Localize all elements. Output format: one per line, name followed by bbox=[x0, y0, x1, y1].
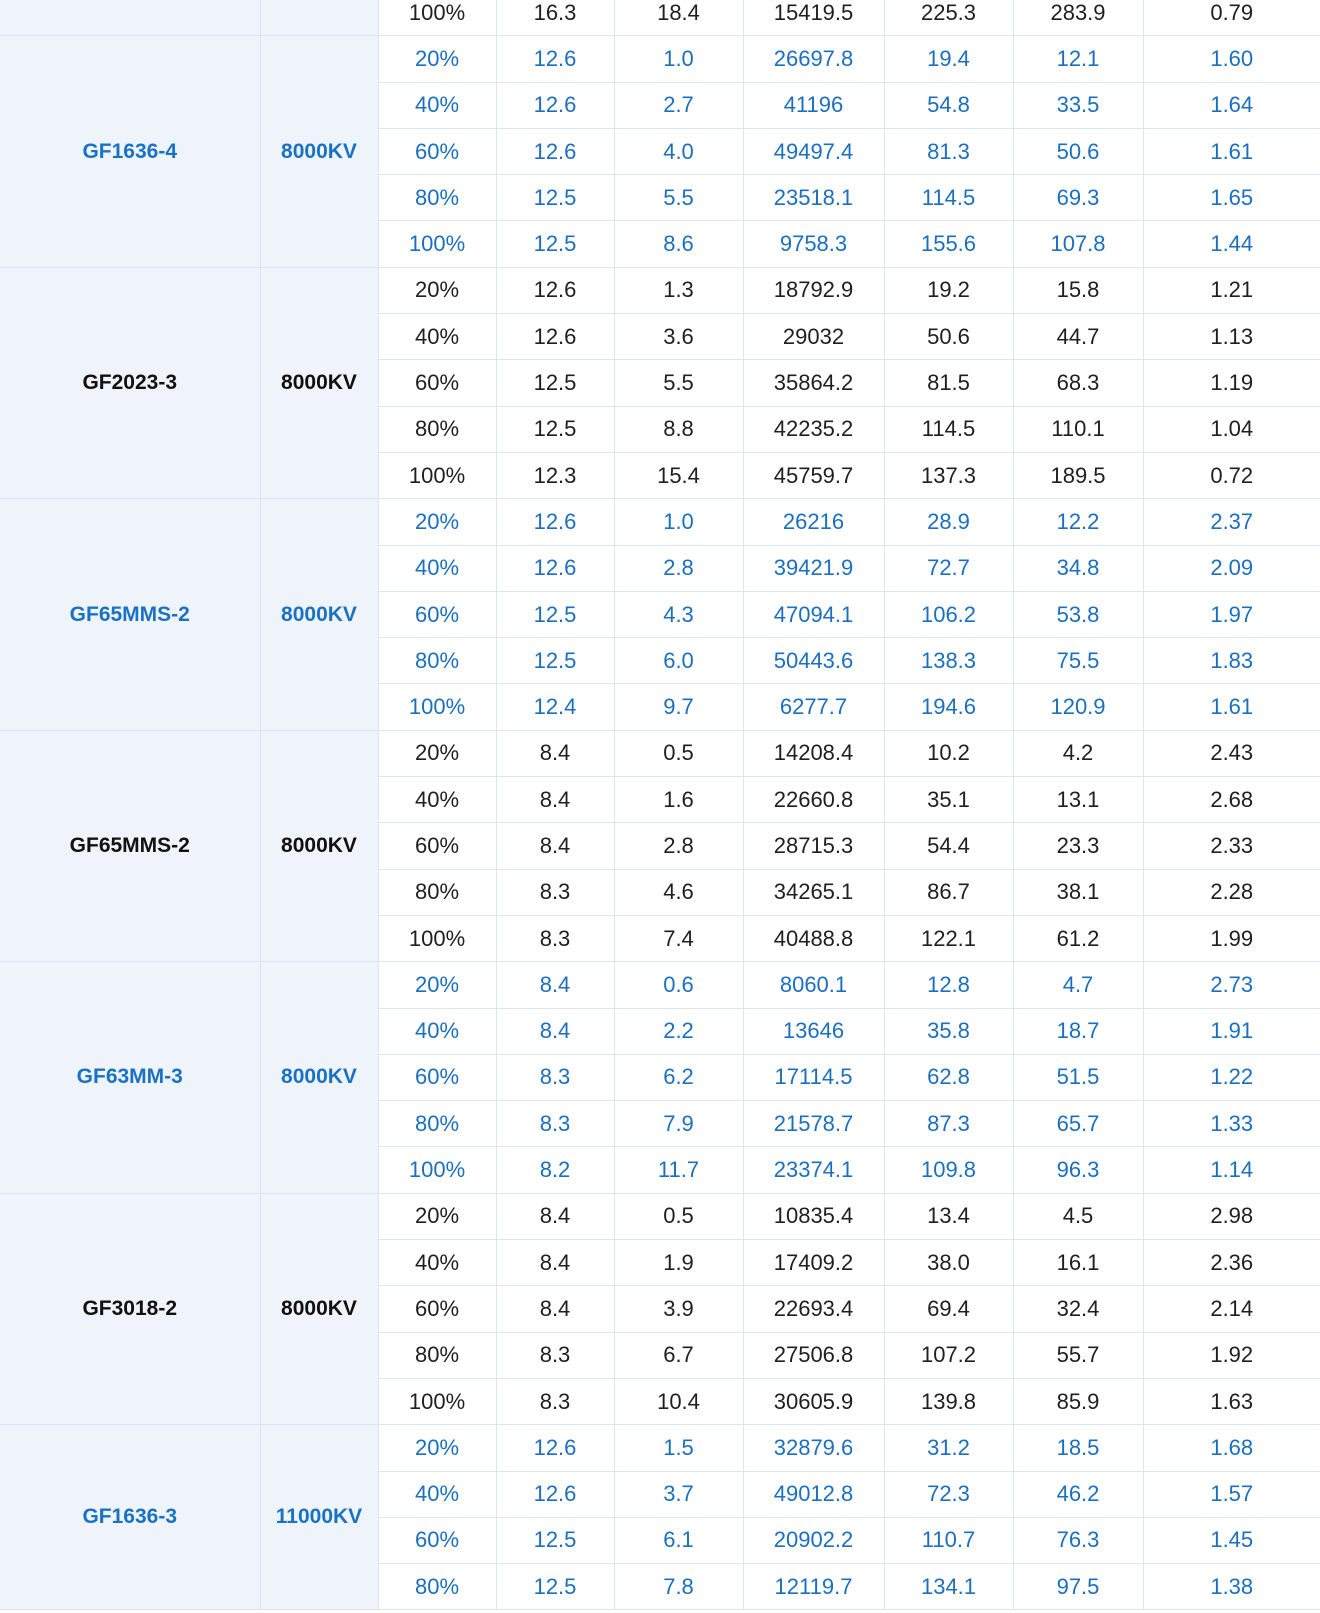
thrust-cell: 28.9 bbox=[884, 499, 1013, 545]
throttle-cell: 20% bbox=[378, 730, 496, 776]
efficiency-cell: 2.09 bbox=[1143, 545, 1320, 591]
thrust-cell: 107.2 bbox=[884, 1332, 1013, 1378]
rpm-cell: 30605.9 bbox=[743, 1378, 884, 1424]
rpm-cell: 29032 bbox=[743, 314, 884, 360]
current-cell: 0.5 bbox=[614, 730, 743, 776]
thrust-cell: 12.8 bbox=[884, 962, 1013, 1008]
rpm-cell: 42235.2 bbox=[743, 406, 884, 452]
model-cell-previous bbox=[0, 0, 260, 36]
rpm-cell: 41196 bbox=[743, 82, 884, 128]
table-row bbox=[0, 1425, 1320, 1471]
table-row bbox=[0, 0, 1320, 36]
current-cell: 2.2 bbox=[614, 1008, 743, 1054]
thrust-cell: 86.7 bbox=[884, 869, 1013, 915]
efficiency-cell: 2.98 bbox=[1143, 1193, 1320, 1239]
rpm-cell: 13646 bbox=[743, 1008, 884, 1054]
rpm-cell: 26697.8 bbox=[743, 36, 884, 82]
voltage-cell: 12.6 bbox=[496, 267, 614, 313]
efficiency-cell: 2.28 bbox=[1143, 869, 1320, 915]
power-cell: 23.3 bbox=[1013, 823, 1143, 869]
power-cell: 97.5 bbox=[1013, 1564, 1143, 1610]
efficiency-cell: 1.68 bbox=[1143, 1425, 1320, 1471]
efficiency-cell: 1.19 bbox=[1143, 360, 1320, 406]
kv-rating-cell: 11000KV bbox=[260, 1425, 378, 1610]
efficiency-cell: 1.64 bbox=[1143, 82, 1320, 128]
thrust-cell: 35.1 bbox=[884, 777, 1013, 823]
power-cell: 189.5 bbox=[1013, 452, 1143, 498]
throttle-cell: 100% bbox=[378, 684, 496, 730]
model-name-cell: GF2023-3 bbox=[0, 267, 260, 498]
efficiency-cell: 1.13 bbox=[1143, 314, 1320, 360]
current-cell: 8.6 bbox=[614, 221, 743, 267]
rpm-cell: 14208.4 bbox=[743, 730, 884, 776]
power-cell: 18.7 bbox=[1013, 1008, 1143, 1054]
power-cell: 32.4 bbox=[1013, 1286, 1143, 1332]
throttle-cell: 20% bbox=[378, 36, 496, 82]
throttle-cell: 40% bbox=[378, 1471, 496, 1517]
rpm-cell: 26216 bbox=[743, 499, 884, 545]
voltage-cell: 8.3 bbox=[496, 1332, 614, 1378]
thrust-cell: 81.5 bbox=[884, 360, 1013, 406]
power-cell: 85.9 bbox=[1013, 1378, 1143, 1424]
current-cell: 6.1 bbox=[614, 1517, 743, 1563]
throttle-cell: 100% bbox=[378, 1378, 496, 1424]
power-cell: 75.5 bbox=[1013, 638, 1143, 684]
current-cell: 1.0 bbox=[614, 499, 743, 545]
voltage-cell: 12.5 bbox=[496, 406, 614, 452]
current-cell: 1.9 bbox=[614, 1240, 743, 1286]
model-name-cell: GF1636-4 bbox=[0, 36, 260, 267]
voltage-cell: 12.6 bbox=[496, 82, 614, 128]
current-cell: 0.6 bbox=[614, 962, 743, 1008]
current-cell: 3.6 bbox=[614, 314, 743, 360]
power-cell: 4.5 bbox=[1013, 1193, 1143, 1239]
efficiency-cell: 1.22 bbox=[1143, 1054, 1320, 1100]
current-cell: 4.6 bbox=[614, 869, 743, 915]
thrust-cell: 72.3 bbox=[884, 1471, 1013, 1517]
power-cell: 107.8 bbox=[1013, 221, 1143, 267]
rpm-cell: 18792.9 bbox=[743, 267, 884, 313]
rpm-cell: 15419.5 bbox=[743, 0, 884, 36]
efficiency-cell: 2.43 bbox=[1143, 730, 1320, 776]
rpm-cell: 32879.6 bbox=[743, 1425, 884, 1471]
throttle-cell: 80% bbox=[378, 406, 496, 452]
current-cell: 2.8 bbox=[614, 545, 743, 591]
rpm-cell: 49497.4 bbox=[743, 128, 884, 174]
table-row bbox=[0, 36, 1320, 82]
current-cell: 10.4 bbox=[614, 1378, 743, 1424]
rpm-cell: 50443.6 bbox=[743, 638, 884, 684]
rpm-cell: 45759.7 bbox=[743, 452, 884, 498]
voltage-cell: 12.5 bbox=[496, 221, 614, 267]
rpm-cell: 10835.4 bbox=[743, 1193, 884, 1239]
power-cell: 120.9 bbox=[1013, 684, 1143, 730]
rpm-cell: 6277.7 bbox=[743, 684, 884, 730]
thrust-cell: 137.3 bbox=[884, 452, 1013, 498]
efficiency-cell: 2.68 bbox=[1143, 777, 1320, 823]
voltage-cell: 12.6 bbox=[496, 499, 614, 545]
throttle-cell: 20% bbox=[378, 1193, 496, 1239]
thrust-cell: 35.8 bbox=[884, 1008, 1013, 1054]
voltage-cell: 8.4 bbox=[496, 823, 614, 869]
power-cell: 34.8 bbox=[1013, 545, 1143, 591]
thrust-cell: 139.8 bbox=[884, 1378, 1013, 1424]
voltage-cell: 12.3 bbox=[496, 452, 614, 498]
efficiency-cell: 1.63 bbox=[1143, 1378, 1320, 1424]
current-cell: 4.3 bbox=[614, 591, 743, 637]
efficiency-cell: 1.21 bbox=[1143, 267, 1320, 313]
voltage-cell: 8.2 bbox=[496, 1147, 614, 1193]
voltage-cell: 12.5 bbox=[496, 360, 614, 406]
current-cell: 2.7 bbox=[614, 82, 743, 128]
thrust-cell: 81.3 bbox=[884, 128, 1013, 174]
power-cell: 76.3 bbox=[1013, 1517, 1143, 1563]
voltage-cell: 12.4 bbox=[496, 684, 614, 730]
throttle-cell: 60% bbox=[378, 360, 496, 406]
efficiency-cell: 1.91 bbox=[1143, 1008, 1320, 1054]
thrust-cell: 54.4 bbox=[884, 823, 1013, 869]
throttle-cell: 20% bbox=[378, 267, 496, 313]
voltage-cell: 12.5 bbox=[496, 638, 614, 684]
throttle-cell: 40% bbox=[378, 82, 496, 128]
rpm-cell: 40488.8 bbox=[743, 915, 884, 961]
power-cell: 61.2 bbox=[1013, 915, 1143, 961]
power-cell: 16.1 bbox=[1013, 1240, 1143, 1286]
voltage-cell: 8.3 bbox=[496, 1101, 614, 1147]
efficiency-cell: 1.44 bbox=[1143, 221, 1320, 267]
power-cell: 69.3 bbox=[1013, 175, 1143, 221]
thrust-cell: 19.2 bbox=[884, 267, 1013, 313]
efficiency-cell: 2.37 bbox=[1143, 499, 1320, 545]
thrust-cell: 114.5 bbox=[884, 175, 1013, 221]
current-cell: 9.7 bbox=[614, 684, 743, 730]
current-cell: 15.4 bbox=[614, 452, 743, 498]
thrust-cell: 138.3 bbox=[884, 638, 1013, 684]
efficiency-cell: 1.60 bbox=[1143, 36, 1320, 82]
efficiency-cell: 1.33 bbox=[1143, 1101, 1320, 1147]
voltage-cell: 12.5 bbox=[496, 175, 614, 221]
model-name-cell: GF1636-3 bbox=[0, 1425, 260, 1610]
efficiency-cell: 1.61 bbox=[1143, 684, 1320, 730]
voltage-cell: 8.4 bbox=[496, 730, 614, 776]
table-row bbox=[0, 730, 1320, 776]
rpm-cell: 49012.8 bbox=[743, 1471, 884, 1517]
thrust-cell: 122.1 bbox=[884, 915, 1013, 961]
rpm-cell: 21578.7 bbox=[743, 1101, 884, 1147]
voltage-cell: 12.6 bbox=[496, 36, 614, 82]
table-row bbox=[0, 267, 1320, 313]
power-cell: 68.3 bbox=[1013, 360, 1143, 406]
thrust-cell: 10.2 bbox=[884, 730, 1013, 776]
voltage-cell: 12.6 bbox=[496, 545, 614, 591]
current-cell: 1.0 bbox=[614, 36, 743, 82]
throttle-cell: 80% bbox=[378, 638, 496, 684]
power-cell: 46.2 bbox=[1013, 1471, 1143, 1517]
rpm-cell: 8060.1 bbox=[743, 962, 884, 1008]
efficiency-cell: 1.04 bbox=[1143, 406, 1320, 452]
efficiency-cell: 1.65 bbox=[1143, 175, 1320, 221]
voltage-cell: 8.4 bbox=[496, 777, 614, 823]
current-cell: 1.3 bbox=[614, 267, 743, 313]
rpm-cell: 39421.9 bbox=[743, 545, 884, 591]
thrust-cell: 50.6 bbox=[884, 314, 1013, 360]
rpm-cell: 23374.1 bbox=[743, 1147, 884, 1193]
power-cell: 110.1 bbox=[1013, 406, 1143, 452]
rpm-cell: 47094.1 bbox=[743, 591, 884, 637]
power-cell: 4.2 bbox=[1013, 730, 1143, 776]
throttle-cell: 60% bbox=[378, 591, 496, 637]
rpm-cell: 22660.8 bbox=[743, 777, 884, 823]
power-cell: 12.1 bbox=[1013, 36, 1143, 82]
thrust-cell: 38.0 bbox=[884, 1240, 1013, 1286]
current-cell: 6.2 bbox=[614, 1054, 743, 1100]
current-cell: 3.9 bbox=[614, 1286, 743, 1332]
throttle-cell: 100% bbox=[378, 915, 496, 961]
thrust-cell: 114.5 bbox=[884, 406, 1013, 452]
efficiency-cell: 2.14 bbox=[1143, 1286, 1320, 1332]
kv-rating-cell: 8000KV bbox=[260, 1193, 378, 1424]
voltage-cell: 8.3 bbox=[496, 1054, 614, 1100]
rpm-cell: 35864.2 bbox=[743, 360, 884, 406]
thrust-cell: 31.2 bbox=[884, 1425, 1013, 1471]
thrust-cell: 72.7 bbox=[884, 545, 1013, 591]
current-cell: 2.8 bbox=[614, 823, 743, 869]
throttle-cell: 60% bbox=[378, 1517, 496, 1563]
rpm-cell: 20902.2 bbox=[743, 1517, 884, 1563]
throttle-cell: 20% bbox=[378, 962, 496, 1008]
rpm-cell: 34265.1 bbox=[743, 869, 884, 915]
power-cell: 53.8 bbox=[1013, 591, 1143, 637]
current-cell: 4.0 bbox=[614, 128, 743, 174]
throttle-cell: 40% bbox=[378, 1240, 496, 1286]
current-cell: 7.9 bbox=[614, 1101, 743, 1147]
kv-rating-cell: 8000KV bbox=[260, 730, 378, 961]
thrust-cell: 106.2 bbox=[884, 591, 1013, 637]
throttle-cell: 40% bbox=[378, 314, 496, 360]
throttle-cell: 100% bbox=[378, 452, 496, 498]
efficiency-cell: 1.99 bbox=[1143, 915, 1320, 961]
voltage-cell: 12.6 bbox=[496, 1471, 614, 1517]
rpm-cell: 28715.3 bbox=[743, 823, 884, 869]
voltage-cell: 16.3 bbox=[496, 0, 614, 36]
throttle-cell: 100% bbox=[378, 221, 496, 267]
voltage-cell: 12.6 bbox=[496, 128, 614, 174]
throttle-cell: 20% bbox=[378, 1425, 496, 1471]
efficiency-cell: 0.72 bbox=[1143, 452, 1320, 498]
table-row bbox=[0, 1193, 1320, 1239]
current-cell: 3.7 bbox=[614, 1471, 743, 1517]
current-cell: 8.8 bbox=[614, 406, 743, 452]
voltage-cell: 8.3 bbox=[496, 915, 614, 961]
kv-cell-previous bbox=[260, 0, 378, 36]
current-cell: 1.6 bbox=[614, 777, 743, 823]
current-cell: 1.5 bbox=[614, 1425, 743, 1471]
efficiency-cell: 1.97 bbox=[1143, 591, 1320, 637]
voltage-cell: 8.4 bbox=[496, 962, 614, 1008]
rpm-cell: 12119.7 bbox=[743, 1564, 884, 1610]
rpm-cell: 22693.4 bbox=[743, 1286, 884, 1332]
efficiency-cell: 2.33 bbox=[1143, 823, 1320, 869]
throttle-cell: 20% bbox=[378, 499, 496, 545]
table-row bbox=[0, 499, 1320, 545]
power-cell: 44.7 bbox=[1013, 314, 1143, 360]
table-row bbox=[0, 962, 1320, 1008]
rpm-cell: 17114.5 bbox=[743, 1054, 884, 1100]
rpm-cell: 17409.2 bbox=[743, 1240, 884, 1286]
current-cell: 0.5 bbox=[614, 1193, 743, 1239]
power-cell: 38.1 bbox=[1013, 869, 1143, 915]
throttle-cell: 60% bbox=[378, 823, 496, 869]
power-cell: 283.9 bbox=[1013, 0, 1143, 36]
throttle-cell: 60% bbox=[378, 128, 496, 174]
power-cell: 4.7 bbox=[1013, 962, 1143, 1008]
thrust-cell: 155.6 bbox=[884, 221, 1013, 267]
efficiency-cell: 2.36 bbox=[1143, 1240, 1320, 1286]
current-cell: 7.8 bbox=[614, 1564, 743, 1610]
power-cell: 50.6 bbox=[1013, 128, 1143, 174]
rpm-cell: 27506.8 bbox=[743, 1332, 884, 1378]
throttle-cell: 100% bbox=[378, 1147, 496, 1193]
power-cell: 18.5 bbox=[1013, 1425, 1143, 1471]
throttle-cell: 80% bbox=[378, 175, 496, 221]
throttle-cell: 60% bbox=[378, 1054, 496, 1100]
thrust-cell: 110.7 bbox=[884, 1517, 1013, 1563]
model-name-cell: GF3018-2 bbox=[0, 1193, 260, 1424]
thrust-cell: 225.3 bbox=[884, 0, 1013, 36]
model-name-cell: GF63MM-3 bbox=[0, 962, 260, 1193]
efficiency-cell: 0.79 bbox=[1143, 0, 1320, 36]
thrust-cell: 69.4 bbox=[884, 1286, 1013, 1332]
throttle-cell: 40% bbox=[378, 545, 496, 591]
voltage-cell: 8.3 bbox=[496, 869, 614, 915]
kv-rating-cell: 8000KV bbox=[260, 499, 378, 730]
throttle-cell: 40% bbox=[378, 1008, 496, 1054]
efficiency-cell: 2.73 bbox=[1143, 962, 1320, 1008]
voltage-cell: 8.3 bbox=[496, 1378, 614, 1424]
throttle-cell: 80% bbox=[378, 869, 496, 915]
efficiency-cell: 1.57 bbox=[1143, 1471, 1320, 1517]
kv-rating-cell: 8000KV bbox=[260, 962, 378, 1193]
efficiency-cell: 1.61 bbox=[1143, 128, 1320, 174]
thrust-cell: 62.8 bbox=[884, 1054, 1013, 1100]
power-cell: 13.1 bbox=[1013, 777, 1143, 823]
throttle-cell: 100% bbox=[378, 0, 496, 36]
voltage-cell: 12.5 bbox=[496, 591, 614, 637]
current-cell: 18.4 bbox=[614, 0, 743, 36]
efficiency-cell: 1.38 bbox=[1143, 1564, 1320, 1610]
voltage-cell: 12.6 bbox=[496, 1425, 614, 1471]
power-cell: 55.7 bbox=[1013, 1332, 1143, 1378]
current-cell: 6.0 bbox=[614, 638, 743, 684]
efficiency-cell: 1.92 bbox=[1143, 1332, 1320, 1378]
thrust-cell: 109.8 bbox=[884, 1147, 1013, 1193]
power-cell: 15.8 bbox=[1013, 267, 1143, 313]
current-cell: 5.5 bbox=[614, 360, 743, 406]
voltage-cell: 12.5 bbox=[496, 1517, 614, 1563]
throttle-cell: 80% bbox=[378, 1101, 496, 1147]
efficiency-cell: 1.14 bbox=[1143, 1147, 1320, 1193]
thrust-cell: 19.4 bbox=[884, 36, 1013, 82]
thrust-cell: 87.3 bbox=[884, 1101, 1013, 1147]
power-cell: 12.2 bbox=[1013, 499, 1143, 545]
rpm-cell: 23518.1 bbox=[743, 175, 884, 221]
efficiency-cell: 1.83 bbox=[1143, 638, 1320, 684]
power-cell: 51.5 bbox=[1013, 1054, 1143, 1100]
thrust-cell: 194.6 bbox=[884, 684, 1013, 730]
model-name-cell: GF65MMS-2 bbox=[0, 730, 260, 961]
voltage-cell: 12.5 bbox=[496, 1564, 614, 1610]
voltage-cell: 8.4 bbox=[496, 1193, 614, 1239]
kv-rating-cell: 8000KV bbox=[260, 267, 378, 498]
kv-rating-cell: 8000KV bbox=[260, 36, 378, 267]
thrust-cell: 134.1 bbox=[884, 1564, 1013, 1610]
current-cell: 6.7 bbox=[614, 1332, 743, 1378]
power-cell: 33.5 bbox=[1013, 82, 1143, 128]
throttle-cell: 40% bbox=[378, 777, 496, 823]
throttle-cell: 80% bbox=[378, 1332, 496, 1378]
thrust-cell: 13.4 bbox=[884, 1193, 1013, 1239]
power-cell: 96.3 bbox=[1013, 1147, 1143, 1193]
voltage-cell: 12.6 bbox=[496, 314, 614, 360]
current-cell: 11.7 bbox=[614, 1147, 743, 1193]
voltage-cell: 8.4 bbox=[496, 1008, 614, 1054]
current-cell: 5.5 bbox=[614, 175, 743, 221]
voltage-cell: 8.4 bbox=[496, 1240, 614, 1286]
thrust-cell: 54.8 bbox=[884, 82, 1013, 128]
throttle-cell: 80% bbox=[378, 1564, 496, 1610]
current-cell: 7.4 bbox=[614, 915, 743, 961]
model-name-cell: GF65MMS-2 bbox=[0, 499, 260, 730]
throttle-cell: 60% bbox=[378, 1286, 496, 1332]
voltage-cell: 8.4 bbox=[496, 1286, 614, 1332]
power-cell: 65.7 bbox=[1013, 1101, 1143, 1147]
efficiency-cell: 1.45 bbox=[1143, 1517, 1320, 1563]
rpm-cell: 9758.3 bbox=[743, 221, 884, 267]
